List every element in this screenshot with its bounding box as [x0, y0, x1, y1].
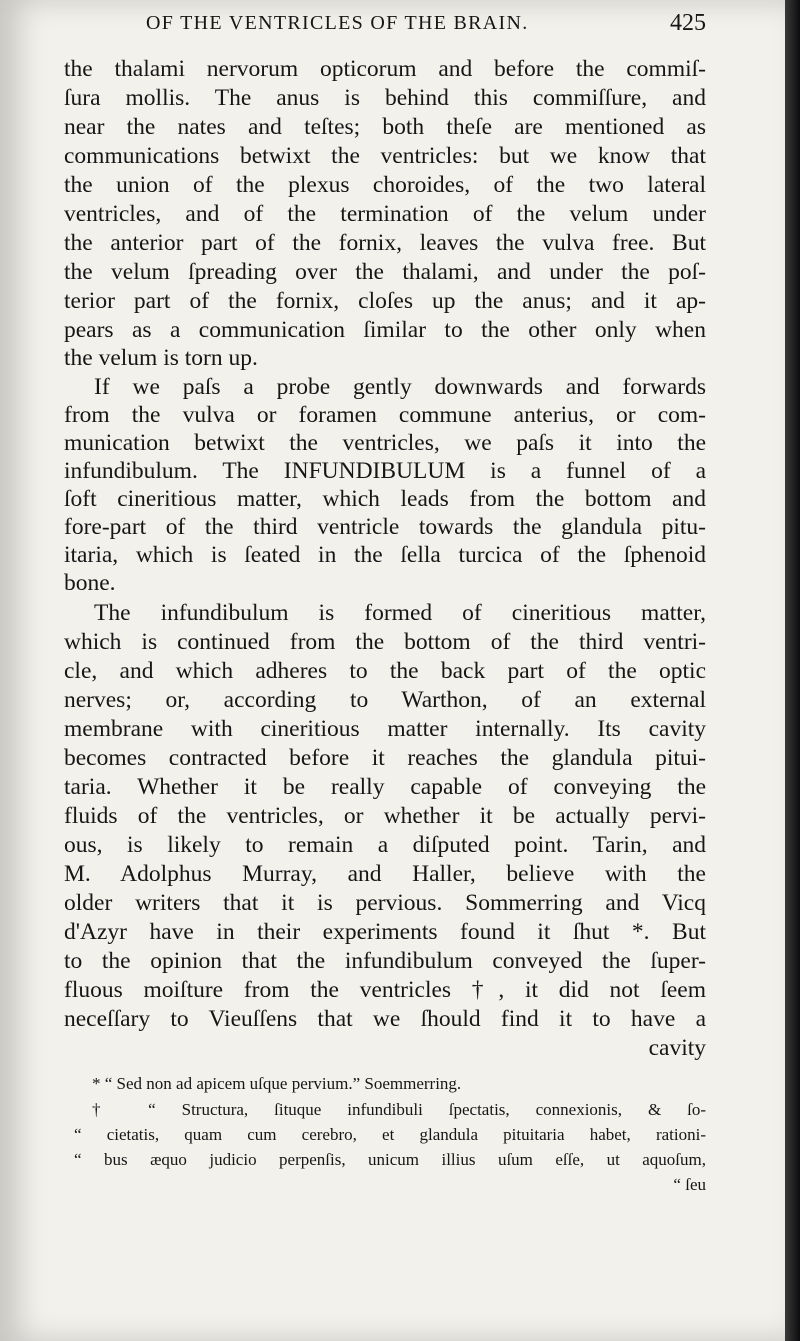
text-line: which is continued from the bottom of the third ventri- [64, 629, 706, 655]
text-line: the anterior part of the fornix, leaves the vulva free. But [64, 230, 706, 256]
text-line: bone. [64, 570, 116, 596]
text-line: becomes contracted before it reaches the glandula pitui- [64, 745, 706, 771]
text-line: pears as a communication ſimilar to the other only when [64, 317, 706, 343]
footnote-line: “ cietatis, quam cum cerebro, et glandula pituitaria habet, rationi- [74, 1125, 706, 1144]
running-title: OF THE VENTRICLES OF THE BRAIN. [146, 12, 529, 34]
text-line: communications betwixt the ventricles: but we know that [64, 143, 706, 169]
text-line: neceſſary to Vieuſſens that we ſhould find it to have a [64, 1006, 706, 1032]
text-line: taria. Whether it be really capable of conveying the [64, 774, 706, 800]
text-line: If we paſs a probe gently downwards and forwards [94, 374, 706, 400]
footnote-line: “ bus æquo judicio perpenſis, unicum illius uſum eſſe, ut aquoſum, [74, 1150, 706, 1169]
text-line: d'Azyr have in their experiments found it ſhut *. But [64, 919, 706, 945]
text-line: the velum is torn up. [64, 345, 258, 371]
footnote-catchword: “ ſeu [673, 1175, 706, 1194]
text-line: ous, is likely to remain a diſputed point. Tarin, and [64, 832, 706, 858]
catchword: cavity [648, 1035, 706, 1061]
text-line: to the opinion that the infundibulum conveyed the ſuper- [64, 948, 706, 974]
text-line: cle, and which adheres to the back part of the optic [64, 658, 706, 684]
text-line: terior part of the fornix, cloſes up the anus; and it ap- [64, 288, 706, 314]
text-line: membrane with cineritious matter internally. Its cavity [64, 716, 706, 742]
text-line: nerves; or, according to Warthon, of an external [64, 687, 706, 713]
text-line: itaria, which is ſeated in the ſella turcica of the ſphenoid [64, 542, 706, 568]
page-number: 425 [670, 10, 706, 36]
text-line: ſura mollis. The anus is behind this commiſſure, and [64, 85, 706, 111]
text-line: The infundibulum is formed of cineritious matter, [94, 600, 706, 626]
text-line: near the nates and teſtes; both theſe are mentioned as [64, 114, 706, 140]
page-edge-shadow [785, 0, 800, 1341]
footnote-line: † “ Structura, ſituque infundibuli ſpectatis, connexionis, & ſo- [92, 1100, 706, 1119]
running-head [146, 8, 706, 38]
text-line: older writers that it is pervious. Sommerring and Vicq [64, 890, 706, 916]
text-line: fluous moiſture from the ventricles †, it did not ſeem [64, 977, 706, 1003]
text-line: from the vulva or foramen commune anterius, or com- [64, 402, 706, 428]
text-line: ventricles, and of the termination of the velum under [64, 201, 706, 227]
text-line: ſoft cineritious matter, which leads from the bottom and [64, 486, 706, 512]
text-line: infundibulum. The INFUNDIBULUM is a funnel of a [64, 458, 706, 484]
footnote-line: * “ Sed non ad apicem uſque pervium.” Soemmerring. [92, 1074, 462, 1093]
text-line: the union of the plexus choroides, of the two lateral [64, 172, 706, 198]
text-line: the thalami nervorum opticorum and before the commiſ- [64, 56, 706, 82]
text-line: the velum ſpreading over the thalami, and under the poſ- [64, 259, 706, 285]
text-line: munication betwixt the ventricles, we paſs it into the [64, 430, 706, 456]
text-line: M. Adolphus Murray, and Haller, believe with the [64, 861, 706, 887]
text-line: fore-part of the third ventricle towards the glandula pitu- [64, 514, 706, 540]
text-line: fluids of the ventricles, or whether it be actually pervi- [64, 803, 706, 829]
